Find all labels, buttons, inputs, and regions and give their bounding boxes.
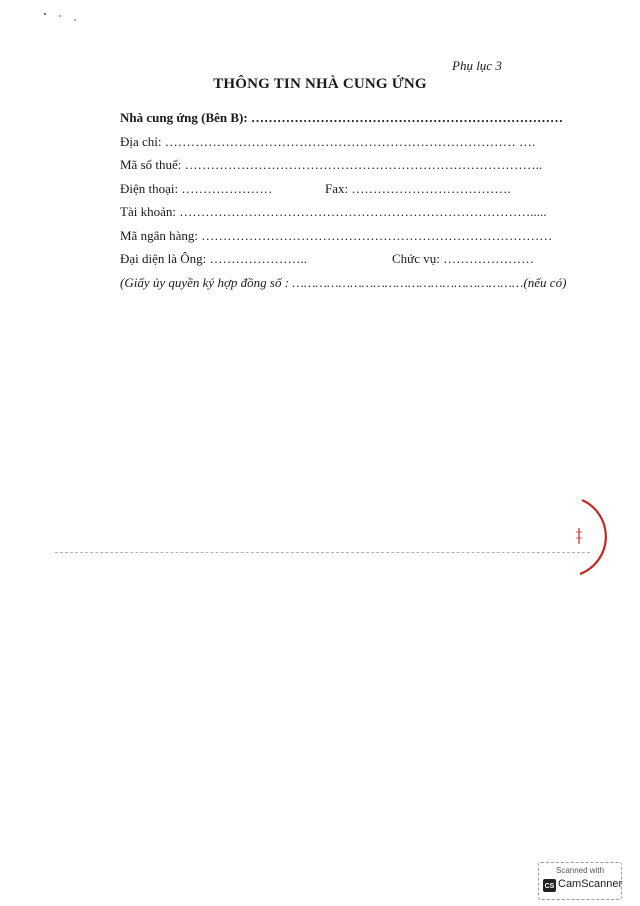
camscanner-brand-label: CamScanner bbox=[558, 878, 623, 890]
address-row bbox=[120, 134, 540, 158]
red-stamp-arc bbox=[568, 498, 608, 578]
fax-field: Fax: ………………………………. bbox=[325, 180, 511, 196]
representative-row bbox=[120, 251, 540, 275]
account-row bbox=[120, 204, 547, 228]
representative-field: Đại diện là Ông: ………………….. bbox=[120, 251, 308, 266]
account-field: Tài khoản: ………………………………………………………………………..... bbox=[120, 204, 547, 219]
phone-fax-row bbox=[120, 181, 540, 205]
tax-code-field: Mã số thuế: ……………………………………………………………………….. bbox=[120, 157, 543, 172]
position-field: Chức vụ: ………………… bbox=[392, 251, 535, 266]
scanned-with-label: Scanned with bbox=[555, 866, 605, 875]
tax-code-row bbox=[120, 157, 543, 181]
bank-code-row bbox=[120, 227, 553, 252]
authorization-row bbox=[120, 274, 567, 299]
phone-field: Điện thoại: ………………… bbox=[120, 180, 273, 196]
supplier-info-form bbox=[120, 110, 567, 298]
page-title: THÔNG TIN NHÀ CUNG ỨNG bbox=[213, 76, 427, 92]
supplier-row bbox=[120, 110, 563, 134]
camscanner-logo-text: CS bbox=[544, 883, 555, 891]
scan-speck-marks bbox=[42, 8, 82, 24]
address-field: Địa chỉ: ……………………………………………………………………… …. bbox=[120, 133, 536, 149]
appendix-label: Phụ lục 3 bbox=[452, 58, 502, 73]
bank-code-field: Mã ngân hàng: ……………………………………………………………………… bbox=[120, 227, 553, 243]
camscanner-watermark bbox=[538, 862, 622, 900]
scan-fold-line bbox=[55, 552, 590, 553]
camscanner-logo-icon bbox=[543, 879, 556, 892]
authorization-note: (Giấy ủy quyền ký hợp đồng số : ……………………………………………………(nếu có) bbox=[120, 274, 567, 290]
supplier-field: Nhà cung ứng (Bên B): ……………………………………………………………… bbox=[120, 110, 563, 125]
